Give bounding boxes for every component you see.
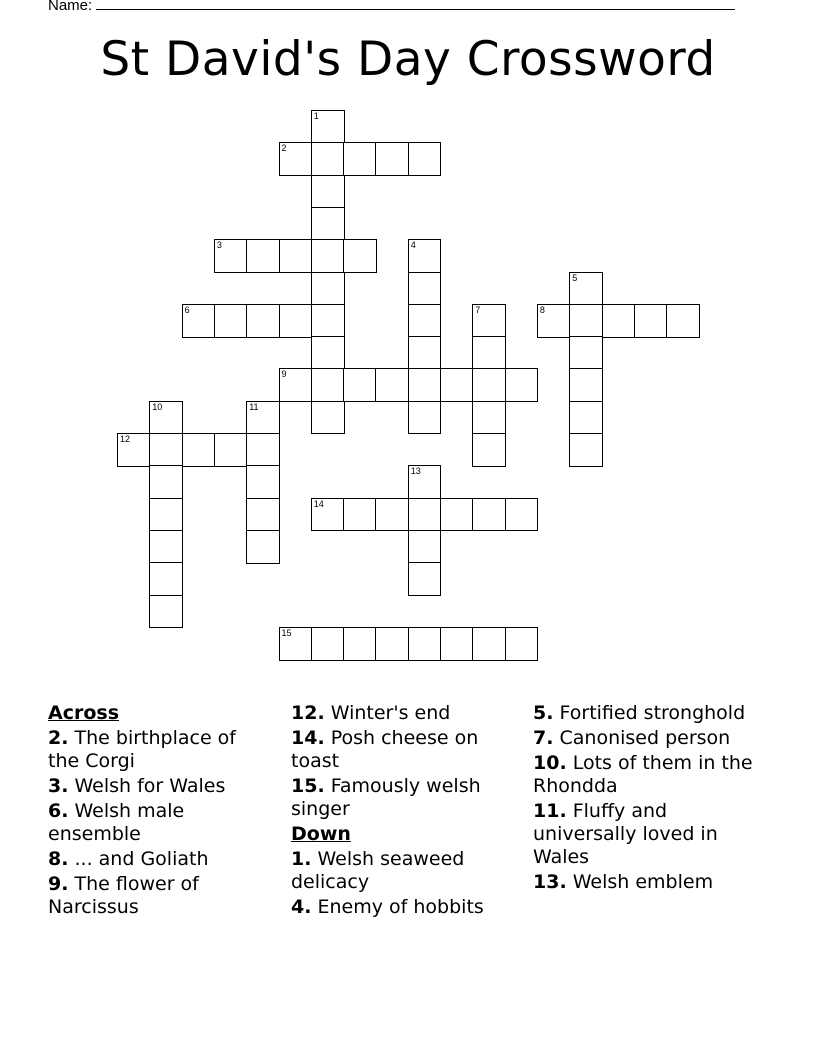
- grid-cell[interactable]: [666, 304, 700, 338]
- cell-number: 1: [313, 111, 319, 121]
- clue-text: Welsh for Wales: [74, 775, 226, 797]
- grid-cell[interactable]: [375, 498, 409, 532]
- clue-down-11: [533, 800, 763, 869]
- clue-number: 8.: [48, 848, 69, 870]
- grid-cell[interactable]: [408, 530, 442, 564]
- clue-across-12: [291, 702, 516, 725]
- grid-cell[interactable]: [440, 368, 474, 402]
- clue-text: Welsh seaweed delicacy: [291, 848, 465, 893]
- cell-number: 2: [281, 143, 287, 154]
- clue-across-14: [291, 727, 516, 773]
- grid-cell[interactable]: [472, 304, 506, 338]
- clue-down-1: [291, 848, 516, 894]
- cell-number: 3: [216, 240, 222, 251]
- grid-cell[interactable]: [149, 465, 183, 499]
- clue-number: 5.: [533, 702, 554, 724]
- grid-cell[interactable]: [149, 562, 183, 596]
- grid-cell[interactable]: [408, 627, 442, 661]
- cell-number: 13: [410, 466, 421, 477]
- grid-cell[interactable]: [343, 239, 377, 273]
- grid-cell[interactable]: [472, 401, 506, 435]
- clue-text: Welsh male ensemble: [48, 800, 185, 845]
- grid-cell[interactable]: [311, 401, 345, 435]
- grid-cell[interactable]: [505, 627, 539, 661]
- grid-cell[interactable]: [440, 498, 474, 532]
- clue-number: 4.: [291, 896, 312, 918]
- clue-column-1: [48, 702, 268, 921]
- clue-number: 13.: [533, 871, 567, 893]
- cell-number: 4: [410, 240, 416, 251]
- grid-cell[interactable]: [279, 368, 313, 402]
- clue-across-9: [48, 873, 268, 919]
- grid-cell[interactable]: [472, 433, 506, 467]
- grid-cell[interactable]: [408, 304, 442, 338]
- clue-number: 1.: [291, 848, 312, 870]
- grid-cell[interactable]: [279, 627, 313, 661]
- clue-number: 7.: [533, 727, 554, 749]
- grid-cell[interactable]: [634, 304, 668, 338]
- grid-cell[interactable]: [279, 304, 313, 338]
- cell-number: 7: [475, 304, 481, 315]
- grid-cell[interactable]: [408, 142, 442, 176]
- grid-cell[interactable]: [214, 433, 248, 467]
- grid-cell[interactable]: [149, 498, 183, 532]
- grid-cell[interactable]: [375, 627, 409, 661]
- grid-cell[interactable]: [343, 142, 377, 176]
- grid-cell[interactable]: [311, 304, 345, 338]
- clue-text: Lots of them in the Rhondda: [533, 752, 753, 797]
- grid-cell[interactable]: [311, 239, 345, 273]
- grid-cell[interactable]: [569, 368, 603, 402]
- grid-cell[interactable]: [246, 239, 280, 273]
- grid-cell[interactable]: [440, 627, 474, 661]
- grid-cell[interactable]: [408, 239, 442, 273]
- clue-number: 6.: [48, 800, 69, 822]
- grid-cell[interactable]: [311, 272, 345, 306]
- cell-number: 5: [572, 272, 578, 283]
- clue-text: Famously welsh singer: [291, 775, 481, 820]
- clue-across-15: [291, 775, 516, 821]
- clue-across-6: [48, 800, 268, 846]
- grid-cell[interactable]: [602, 304, 636, 338]
- clue-down-5: [533, 702, 763, 725]
- grid-cell[interactable]: [311, 207, 345, 241]
- clue-text: The birthplace of the Corgi: [48, 727, 236, 772]
- cell-number: 14: [313, 498, 324, 509]
- clue-text: Canonised person: [559, 727, 731, 749]
- clue-text: Welsh emblem: [572, 871, 714, 893]
- page-title: St David's Day Crossword: [100, 32, 716, 87]
- clue-text: ... and Goliath: [74, 848, 209, 870]
- name-label: Name:: [48, 0, 93, 14]
- grid-cell[interactable]: [214, 304, 248, 338]
- grid-cell[interactable]: [408, 498, 442, 532]
- clue-down-10: [533, 752, 763, 798]
- clue-text: Fortified stronghold: [559, 702, 746, 724]
- grid-cell[interactable]: [408, 272, 442, 306]
- clue-text: Winter's end: [330, 702, 451, 724]
- grid-cell[interactable]: [311, 175, 345, 209]
- clue-number: 12.: [291, 702, 325, 724]
- clue-text: The flower of Narcissus: [48, 873, 199, 918]
- grid-cell[interactable]: [343, 627, 377, 661]
- cell-number: 10: [152, 401, 163, 412]
- grid-cell[interactable]: [472, 498, 506, 532]
- clue-column-2: [291, 702, 516, 921]
- cell-number: 6: [184, 304, 190, 315]
- cell-number: 11: [249, 401, 259, 412]
- grid-cell[interactable]: [569, 304, 603, 338]
- grid-cell[interactable]: [246, 530, 280, 564]
- grid-cell[interactable]: [246, 498, 280, 532]
- grid-cell[interactable]: [214, 239, 248, 273]
- grid-cell[interactable]: [408, 401, 442, 435]
- clue-number: 3.: [48, 775, 69, 797]
- grid-cell[interactable]: [311, 368, 345, 402]
- grid-cell[interactable]: [279, 142, 313, 176]
- clue-down-4: [291, 896, 516, 919]
- grid-cell[interactable]: [472, 336, 506, 370]
- down-heading: Down: [291, 823, 351, 845]
- grid-cell[interactable]: [311, 336, 345, 370]
- grid-cell[interactable]: [279, 239, 313, 273]
- cell-number: 9: [281, 369, 287, 380]
- clue-number: 9.: [48, 873, 69, 895]
- grid-cell[interactable]: [569, 336, 603, 370]
- cell-number: 8: [539, 304, 545, 315]
- clue-number: 2.: [48, 727, 69, 749]
- grid-cell[interactable]: [408, 562, 442, 596]
- grid-cell[interactable]: [505, 368, 539, 402]
- grid-cell[interactable]: [311, 627, 345, 661]
- clue-across-3: [48, 775, 268, 798]
- grid-cell[interactable]: [311, 110, 345, 144]
- clue-column-3: [533, 702, 763, 896]
- grid-cell[interactable]: [117, 433, 151, 467]
- clue-number: 14.: [291, 727, 325, 749]
- grid-cell[interactable]: [149, 433, 183, 467]
- grid-cell[interactable]: [311, 142, 345, 176]
- grid-cell[interactable]: [375, 142, 409, 176]
- across-heading: Across: [48, 702, 120, 724]
- clue-down-7: [533, 727, 763, 750]
- clue-number: 15.: [291, 775, 325, 797]
- name-field[interactable]: [48, 0, 735, 14]
- cell-number: 15: [281, 627, 292, 638]
- grid-cell[interactable]: [182, 433, 216, 467]
- clue-number: 10.: [533, 752, 567, 774]
- grid-cell[interactable]: [408, 368, 442, 402]
- grid-cell[interactable]: [537, 304, 571, 338]
- cell-number: 12: [120, 434, 131, 444]
- grid-cell[interactable]: [311, 498, 345, 532]
- grid-cell[interactable]: [343, 498, 377, 532]
- grid-cell[interactable]: [569, 433, 603, 467]
- grid-cell[interactable]: [569, 401, 603, 435]
- grid-cell[interactable]: [505, 498, 539, 532]
- grid-cell[interactable]: [149, 401, 183, 435]
- grid-cell[interactable]: [149, 595, 183, 629]
- clue-across-2: [48, 727, 268, 773]
- grid-cell[interactable]: [246, 465, 280, 499]
- clue-text: Enemy of hobbits: [317, 896, 484, 918]
- grid-cell[interactable]: [182, 304, 216, 338]
- grid-cell[interactable]: [246, 304, 280, 338]
- clue-text: Posh cheese on toast: [291, 727, 479, 772]
- clue-number: 11.: [533, 800, 567, 822]
- grid-cell[interactable]: [375, 368, 409, 402]
- name-underline: [96, 0, 735, 10]
- clue-down-13: [533, 871, 763, 894]
- grid-cell[interactable]: [246, 433, 280, 467]
- grid-cell[interactable]: [408, 465, 442, 499]
- grid-cell[interactable]: [569, 272, 603, 306]
- clue-across-8: [48, 848, 268, 871]
- grid-cell[interactable]: [343, 368, 377, 402]
- grid-cell[interactable]: [472, 627, 506, 661]
- grid-cell[interactable]: [246, 401, 280, 435]
- grid-cell[interactable]: [149, 530, 183, 564]
- clue-text: Fluffy and universally loved in Wales: [533, 800, 718, 868]
- grid-cell[interactable]: [408, 336, 442, 370]
- grid-cell[interactable]: [472, 368, 506, 402]
